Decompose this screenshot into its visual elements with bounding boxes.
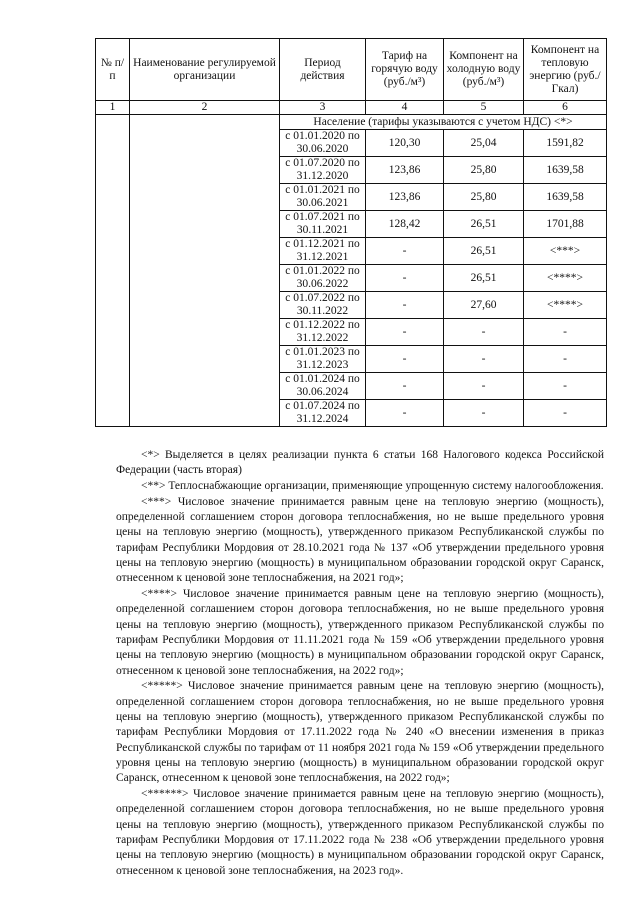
- heat-cell: 1701,88: [524, 211, 607, 238]
- footnote-price-2021: <***> Числовое значение принимается равным цене на тепловую энергию (мощность), определенной соглашением сторон договора теплоснабжения, но не выше предельного уровня цены на тепловую энергию (мощность), утвержденного приказом Республиканской службы по тарифам Республики Мордовия от 28.10.2021 года № 137 «Об утверждении предельного уровня цены на тепловую энергию (мощность) в муниципальном образовании городской округ Саранск, отнесенном к ценовой зоне теплоснабжения, на 2021 год»;: [116, 495, 604, 585]
- tariff-cell: 120,30: [366, 130, 444, 157]
- column-number: 5: [444, 101, 524, 115]
- heat-cell: <****>: [524, 265, 607, 292]
- cold-water-cell: 27,60: [444, 292, 524, 319]
- period-cell: с 01.01.2023 по 31.12.2023: [280, 346, 366, 373]
- tariff-cell: 128,42: [366, 211, 444, 238]
- tariff-cell: -: [366, 373, 444, 400]
- cold-water-cell: 25,80: [444, 157, 524, 184]
- heat-cell: -: [524, 319, 607, 346]
- heat-cell: -: [524, 373, 607, 400]
- header-number: № п/п: [96, 39, 130, 101]
- column-number: 6: [524, 101, 607, 115]
- cold-water-cell: 25,80: [444, 184, 524, 211]
- column-number: 2: [130, 101, 280, 115]
- heat-cell: -: [524, 346, 607, 373]
- organization-cell: [130, 115, 280, 130]
- header-organization: Наименование регулируемой организации: [130, 39, 280, 101]
- cold-water-cell: -: [444, 373, 524, 400]
- footnote-vat: <*> Выделяется в целях реализации пункта 6 статьи 168 Налогового кодекса Российской Федерации (часть вторая): [116, 449, 604, 477]
- header-heat-component: Компонент на тепловую энергию (руб./Гкал): [524, 39, 607, 101]
- cold-water-cell: -: [444, 400, 524, 427]
- period-cell: с 01.07.2024 по 31.12.2024: [280, 400, 366, 427]
- group-row: [96, 115, 607, 130]
- table-header-row: [96, 39, 607, 101]
- tariff-table: [95, 38, 607, 427]
- footnote-price-2023: <******> Числовое значение принимается равным цене на тепловую энергию (мощность), определенной соглашением сторон договора теплоснабжения, но не выше предельного уровня цены на тепловую энергию (мощность), утвержденного приказом Республиканской службы по тарифам Республики Мордовия от 17.11.2022 года № 238 «Об утверждении предельного уровня цены на тепловую энергию (мощность) в муниципальном образовании городской округ Саранск, отнесенном к ценовой зоне теплоснабжения, на 2023 год».: [116, 788, 604, 877]
- tariff-cell: -: [366, 292, 444, 319]
- footnote-price-2022: <****> Числовое значение принимается равным цене на тепловую энергию (мощность), определенной соглашением сторон договора теплоснабжения, но не выше предельного уровня цены на тепловую энергию (мощность), утвержденного приказом Республиканской службы по тарифам Республики Мордовия от 11.11.2021 года № 159 «Об утверждении предельного уровня цены на тепловую энергию (мощность) в муниципальном образовании городской округ Саранск, отнесенном к ценовой зоне теплоснабжения, на 2022 год»;: [116, 588, 604, 677]
- tariff-cell: -: [366, 346, 444, 373]
- heat-cell: <***>: [524, 238, 607, 265]
- tariff-cell: -: [366, 265, 444, 292]
- period-cell: с 01.07.2022 по 30.11.2022: [280, 292, 366, 319]
- group-label: Население (тарифы указываются с учетом НДС) <*>: [280, 115, 607, 130]
- column-number: 3: [280, 101, 366, 115]
- period-cell: с 01.07.2020 по 31.12.2020: [280, 157, 366, 184]
- header-cold-water-component: Компонент на холодную воду (руб./м³): [444, 39, 524, 101]
- cold-water-cell: 26,51: [444, 211, 524, 238]
- period-cell: с 01.01.2020 по 30.06.2020: [280, 130, 366, 157]
- tariff-cell: -: [366, 400, 444, 427]
- table-row: [96, 292, 607, 319]
- column-number: 4: [366, 101, 444, 115]
- tariff-cell: -: [366, 238, 444, 265]
- tariff-cell: -: [366, 319, 444, 346]
- footnotes: [116, 448, 604, 879]
- table-row: [96, 346, 607, 373]
- heat-cell: 1639,58: [524, 157, 607, 184]
- table-row: [96, 184, 607, 211]
- cold-water-cell: -: [444, 319, 524, 346]
- header-hot-water-tariff: Тариф на горячую воду (руб./м³): [366, 39, 444, 101]
- header-period: Период действия: [280, 39, 366, 101]
- table-row: [96, 319, 607, 346]
- tariff-cell: 123,86: [366, 184, 444, 211]
- table-row: [96, 157, 607, 184]
- column-number-row: [96, 101, 607, 115]
- cold-water-cell: 26,51: [444, 265, 524, 292]
- period-cell: с 01.07.2021 по 30.11.2021: [280, 211, 366, 238]
- table-row: [96, 130, 607, 157]
- table-row: [96, 211, 607, 238]
- heat-cell: <****>: [524, 292, 607, 319]
- column-number: 1: [96, 101, 130, 115]
- heat-cell: 1639,58: [524, 184, 607, 211]
- tariff-cell: 123,86: [366, 157, 444, 184]
- table-row: [96, 373, 607, 400]
- cold-water-cell: 25,04: [444, 130, 524, 157]
- period-cell: с 01.12.2021 по 31.12.2021: [280, 238, 366, 265]
- heat-cell: -: [524, 400, 607, 427]
- cold-water-cell: -: [444, 346, 524, 373]
- period-cell: с 01.01.2021 по 30.06.2021: [280, 184, 366, 211]
- cold-water-cell: 26,51: [444, 238, 524, 265]
- period-cell: с 01.01.2022 по 30.06.2022: [280, 265, 366, 292]
- table-row: [96, 400, 607, 427]
- table-row: [96, 238, 607, 265]
- number-cell: [96, 115, 130, 130]
- heat-cell: 1591,82: [524, 130, 607, 157]
- footnote-price-2022-amended: <*****> Числовое значение принимается равным цене на тепловую энергию (мощность), определенной соглашением сторон договора теплоснабжения, но не выше предельного уровня цены на тепловую энергию (мощность), утвержденного приказом Республиканской службы по тарифам Республики Мордовия от 17.11.2022 года № 240 «О внесении изменения в приказ Республиканской службы по тарифам от 11 ноября 2021 года № 159 «Об утверждении предельного уровня цены на тепловую энергию (мощность) в муниципальном образовании городской округ Саранск, отнесенном к ценовой зоне теплоснабжения, на 2022 год»;: [116, 680, 604, 785]
- table-row: [96, 265, 607, 292]
- period-cell: с 01.12.2022 по 31.12.2022: [280, 319, 366, 346]
- period-cell: с 01.01.2024 по 30.06.2024: [280, 373, 366, 400]
- footnote-simplified-tax: <**> Теплоснабжающие организации, применяющие упрощенную систему налогообложения.: [141, 480, 604, 493]
